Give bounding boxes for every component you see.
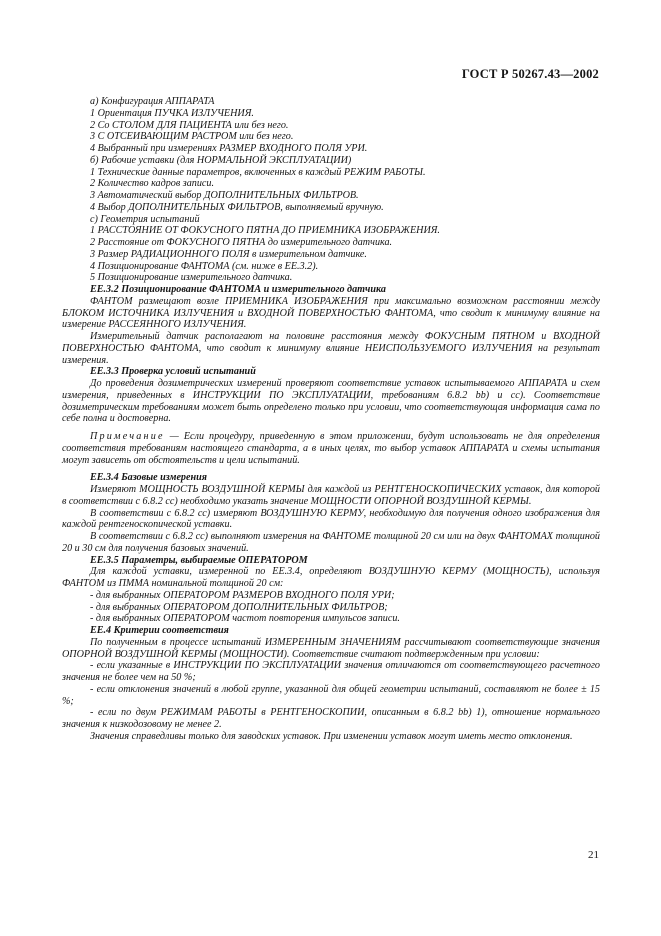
list-item: - если по двум РЕЖИМАМ РАБОТЫ в РЕНТГЕНОСКОПИИ, описанным в 6.8.2 bb) 1), отношение нормального значения к низкодозовому не менее 2. <box>62 707 600 730</box>
paragraph: Измерительный датчик располагают на половине расстояния между ФОКУСНЫМ ПЯТНОМ и ВХОДНОЙ ПОВЕРХНОСТЬЮ ФАНТОМА, что сводит к минимуму влияние НЕИСПОЛЬЗУЕМОГО ИЗЛУЧЕНИЯ на результат измерения. <box>62 331 600 366</box>
section-heading-ee35: ЕЕ.3.5 Параметры, выбираемые ОПЕРАТОРОМ <box>90 554 308 566</box>
list-item: 4 Позиционирование ФАНТОМА (см. ниже в ЕЕ.3.2). <box>90 260 319 272</box>
list-item: с) Геометрия испытаний <box>90 213 200 225</box>
note-label: Примечание <box>90 431 165 442</box>
list-item: - для выбранных ОПЕРАТОРОМ РАЗМЕРОВ ВХОДНОГО ПОЛЯ УРИ; <box>90 589 395 601</box>
config-list <box>62 96 600 284</box>
page-number: 21 <box>588 849 599 861</box>
section-heading-ee34: ЕЕ.3.4 Базовые измерения <box>90 472 207 484</box>
section-heading-ee32: ЕЕ.3.2 Позиционирование ФАНТОМА и измерительного датчика <box>90 284 386 295</box>
list-item: 2 Расстояние от ФОКУСНОГО ПЯТНА до измерительного датчика. <box>90 237 393 248</box>
list-item: - если отклонения значений в любой группе, указанной для общей геометрии испытаний, составляют не более ± 15 %; <box>62 683 600 707</box>
list-item: 2 Со СТОЛОМ ДЛЯ ПАЦИЕНТА или без него. <box>90 119 289 131</box>
paragraph: До проведения дозиметрических измерений проверяют соответствие уставок испытываемого АППАРАТА и схем измерения, приведенных в ИНСТРУКЦИИ ПО ЭКСПЛУАТАЦИИ, требованиям 6.8.2 bb) и cc). Соответствие дозиметрическим требованиям может быть определено только при условии, что соответствующая информация сама по себе полна и достоверна. <box>62 378 600 425</box>
list-item: 3 С ОТСЕИВАЮЩИМ РАСТРОМ или без него. <box>90 131 294 143</box>
paragraph: Измеряют МОЩНОСТЬ ВОЗДУШНОЙ КЕРМЫ для каждой из РЕНТГЕНОСКОПИЧЕСКИХ уставок, для которой в соответствии с 6.8.2 cc) необходимо указать значение МОЩНОСТИ ОПОРНОЙ ВОЗДУШНОЙ КЕРМЫ. <box>62 484 600 507</box>
section-heading-ee33: ЕЕ.3.3 Проверка условий испытаний <box>90 366 256 378</box>
list-item: 4 Выбор ДОПОЛНИТЕЛЬНЫХ ФИЛЬТРОВ, выполняемый вручную. <box>90 201 384 213</box>
note-text: — Если процедуру, приведенную в этом приложении, будут использовать не для определения соответствия требованиям настоящего стандарта, а в иных целях, то выбор уставок АППАРАТА и схемы испытания могут зависеть от обстоятельств и цели испытаний. <box>62 431 600 466</box>
list-item: 1 Ориентация ПУЧКА ИЗЛУЧЕНИЯ. <box>90 107 254 119</box>
list-item: 3 Размер РАДИАЦИОННОГО ПОЛЯ в измерительном датчике. <box>90 248 367 260</box>
paragraph: В соответствии с 6.8.2 cc) измеряют ВОЗДУШНУЮ КЕРМУ, необходимую для получения одного изображения для каждой рентгеноскопической уставки. <box>62 507 600 531</box>
note <box>62 431 600 466</box>
paragraph: Для каждой уставки, измеренной по ЕЕ.3.4, определяют ВОЗДУШНУЮ КЕРМУ (МОЩНОСТЬ), используя ФАНТОМ из ПММА номинальной толщиной 20 см: <box>62 566 600 589</box>
paragraph: Значения справедливы только для заводских уставок. При изменении уставок могут иметь место отклонения. <box>90 730 573 742</box>
standard-number: ГОСТ Р 50267.43—2002 <box>461 67 599 81</box>
list-item: 2 Количество кадров записи. <box>90 178 215 190</box>
list-item: - для выбранных ОПЕРАТОРОМ частот повторения импульсов записи. <box>90 613 400 625</box>
paragraph: ФАНТОМ размещают возле ПРИЕМНИКА ИЗОБРАЖЕНИЯ при максимально возможном расстоянии между БЛОКОМ ИСТОЧНИКА ИЗЛУЧЕНИЯ и ВХОДНОЙ ПОВЕРХНОСТЬЮ ФАНТОМА, что сводит к минимуму влияние на измерение РАССЕЯННОГО ИЗЛУЧЕНИЯ. <box>62 295 600 331</box>
list-item: 5 Позиционирование измерительного датчика. <box>90 272 293 284</box>
list-item: 4 Выбранный при измерениях РАЗМЕР ВХОДНОГО ПОЛЯ УРИ. <box>90 143 368 154</box>
list-item: 1 РАССТОЯНИЕ ОТ ФОКУСНОГО ПЯТНА ДО ПРИЕМНИКА ИЗОБРАЖЕНИЯ. <box>90 225 440 237</box>
paragraph: В соответствии с 6.8.2 cc) выполняют измерения на ФАНТОМЕ толщиной 20 см или на двух ФАНТОМАХ толщиной 20 и 30 см для получения базовых значений. <box>62 531 600 554</box>
list-item: - если указанные в ИНСТРУКЦИИ ПО ЭКСПЛУАТАЦИИ значения отличаются от соответствующего расчетного значения не более чем на 50 %; <box>62 660 600 683</box>
list-item: а) Конфигурация АППАРАТА <box>90 96 215 107</box>
list-item: 1 Технические данные параметров, включенных в каждый РЕЖИМ РАБОТЫ. <box>90 166 426 178</box>
section-heading-ee4: ЕЕ.4 Критерии соответствия <box>90 625 229 636</box>
list-item: 3 Автоматический выбор ДОПОЛНИТЕЛЬНЫХ ФИЛЬТРОВ. <box>90 190 359 201</box>
list-item: б) Рабочие уставки (для НОРМАЛЬНОЙ ЭКСПЛУАТАЦИИ) <box>90 154 352 166</box>
paragraph: По полученным в процессе испытаний ИЗМЕРЕННЫМ ЗНАЧЕНИЯМ рассчитывают соответствующие значения ОПОРНОЙ ВОЗДУШНОЙ КЕРМЫ (МОЩНОСТИ). Соответствие считают подтвержденным при условии: <box>62 636 600 660</box>
list-item: - для выбранных ОПЕРАТОРОМ ДОПОЛНИТЕЛЬНЫХ ФИЛЬТРОВ; <box>90 601 388 613</box>
page-body <box>62 96 600 743</box>
